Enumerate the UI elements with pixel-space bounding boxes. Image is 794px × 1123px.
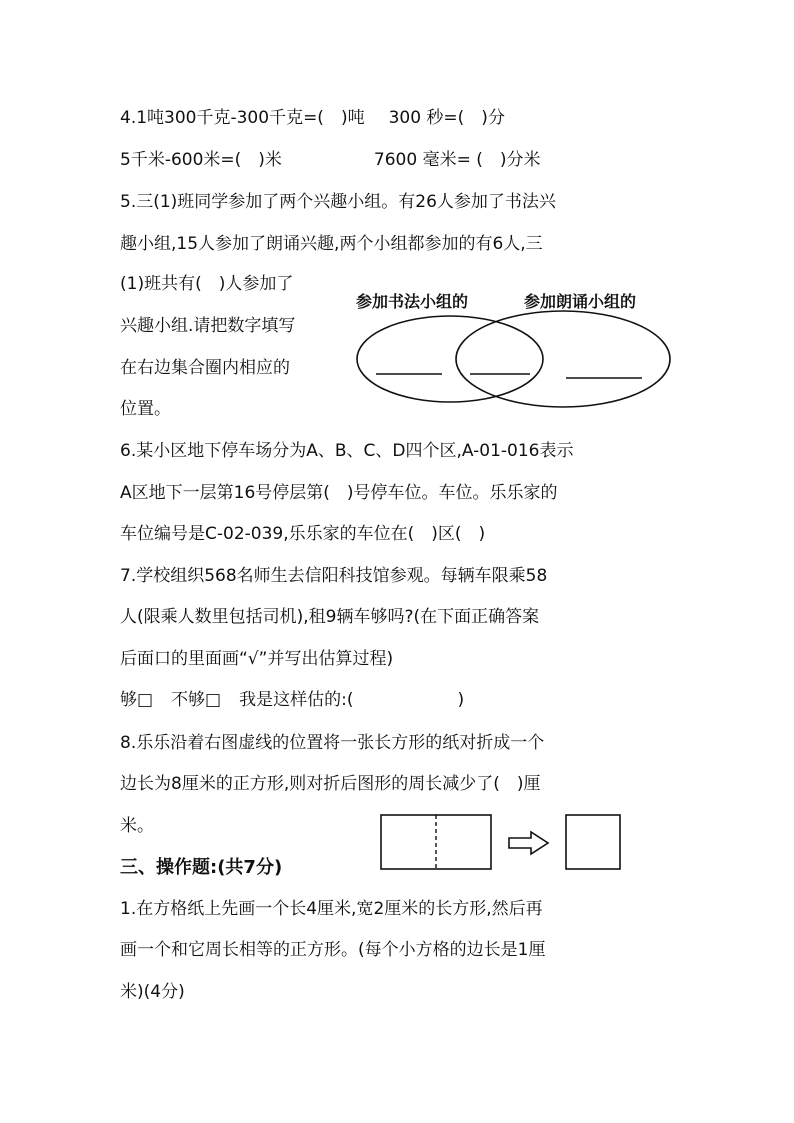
q4-line-1 [120, 108, 505, 128]
q4-text-a: 4.1吨300千克-300千克=( )吨 [120, 108, 365, 128]
q6-line-3: 车位编号是C-02-039,乐乐家的车位在( )区( ) [120, 524, 486, 544]
q7-line-4 [120, 690, 464, 710]
venn-right-label: 参加朗诵小组的 [524, 292, 637, 311]
q7-estimate-label: 我是这样估的:( [239, 690, 354, 710]
venn-left-label: 参加书法小组的 [356, 292, 469, 311]
q5-line-2: 趣小组,15人参加了朗诵兴趣,两个小组都参加的有6人,三 [120, 234, 543, 254]
q7-line-1: 7.学校组织568名师生去信阳科技馆参观。每辆车限乘58 [120, 566, 548, 586]
fold-diagram [378, 812, 628, 874]
q6-line-2: A区地下一层第16号停层第( )号停车位。车位。乐乐家的 [120, 483, 558, 503]
q4-text-c: 5千米-600米=( )米 [120, 150, 282, 170]
q7-line-2: 人(限乘人数里包括司机),租9辆车够吗?(在下面正确答案 [120, 607, 540, 627]
venn-right-circle [456, 311, 670, 407]
q8-line-2: 边长为8厘米的正方形,则对折后图形的周长减少了( )厘 [120, 774, 541, 794]
s3q1-line-2: 画一个和它周长相等的正方形。(每个小方格的边长是1厘 [120, 940, 546, 960]
venn-left-circle [357, 316, 543, 402]
q5-line-3: (1)班共有( )人参加了 [120, 274, 294, 294]
s3q1-line-1: 1.在方格纸上先画一个长4厘米,宽2厘米的长方形,然后再 [120, 899, 543, 919]
q4-text-b: 300 秒=( )分 [388, 108, 505, 128]
folded-square [566, 815, 620, 869]
q8-line-1: 8.乐乐沿着右图虚线的位置将一张长方形的纸对折成一个 [120, 733, 545, 753]
q4-line-2 [120, 150, 541, 170]
q5-line-5: 在右边集合圈内相应的 [120, 358, 290, 378]
q5-line-4: 兴趣小组.请把数字填写 [120, 316, 296, 336]
q6-line-1: 6.某小区地下停车场分为A、B、C、D四个区,A-01-016表示 [120, 441, 574, 461]
s3q1-line-3: 米)(4分) [120, 982, 185, 1002]
q5-line-1: 5.三(1)班同学参加了两个兴趣小组。有26人参加了书法兴 [120, 192, 556, 212]
arrow-right-icon [509, 832, 548, 854]
q7-not-enough-option[interactable]: 不够□ [171, 690, 222, 710]
venn-diagram [352, 286, 677, 408]
q7-line-3: 后面口的里面画“√”并写出估算过程) [120, 649, 394, 669]
section-3-heading: 三、操作题:(共7分) [120, 857, 283, 878]
q7-enough-option[interactable]: 够□ [120, 690, 154, 710]
q5-line-6: 位置。 [120, 399, 171, 419]
q7-estimate-close: ) [457, 690, 465, 710]
q4-text-d: 7600 毫米= ( )分米 [373, 150, 541, 170]
q8-line-3: 米。 [120, 816, 154, 836]
